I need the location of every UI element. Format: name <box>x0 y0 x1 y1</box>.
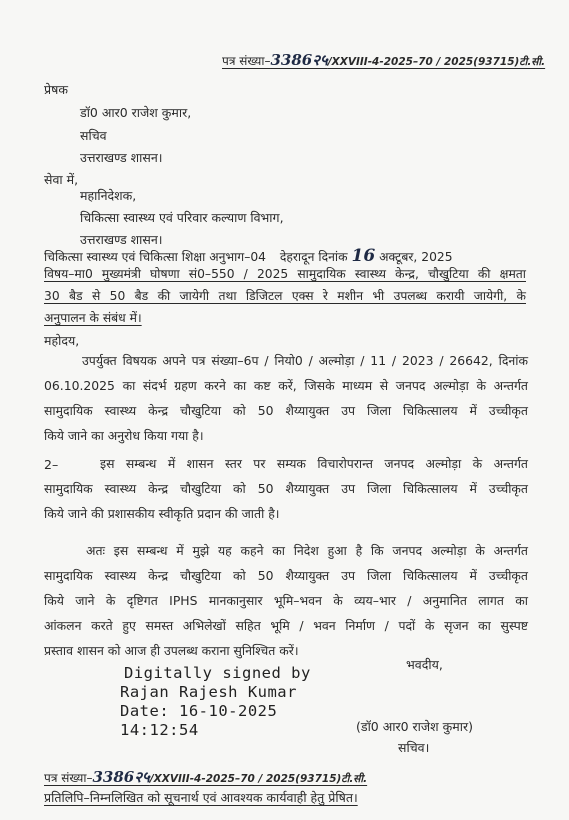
closing-yours: भवदीय, <box>406 657 443 672</box>
recipient-dept: चिकित्सा स्वास्थ्य एवं परिवार कल्याण विभाग, <box>80 210 284 225</box>
header-ref-label: पत्र संख्या– <box>222 54 271 68</box>
para3-line-1: अतः इस सम्बन्ध में मुझे यह कहने का निदेश हुआ है कि जनपद अल्मोड़ा के अन्तर्गत <box>86 543 528 558</box>
date-handwritten: 16 <box>351 246 376 266</box>
section-name: चिकित्सा स्वास्थ्य एवं चिकित्सा शिक्षा अनुभाग–04 <box>44 250 266 264</box>
closing-designation: सचिव। <box>398 740 430 755</box>
sender-label: प्रेषक <box>44 82 68 97</box>
para2-number: 2– <box>44 457 59 472</box>
footer-copy-line: प्रतिलिपि–निम्नलिखित को सूचनार्थ एवं आवश्यक कार्यवाही हेतु प्रेषित। <box>44 790 358 805</box>
dsig-line-1: Digitally signed by <box>124 664 311 682</box>
sender-govt: उत्तराखण्ड शासन। <box>80 150 163 165</box>
para1-line-1: उपर्युक्त विषयक अपने पत्र संख्या–6प / नियो0 / अल्मोड़ा / 11 / 2023 / 26642, दिनांक <box>82 353 528 368</box>
date-rest: अक्टूबर, 2025 <box>379 250 453 264</box>
closing-name: (डॉ0 आर0 राजेश कुमार) <box>356 719 473 734</box>
para2-line-3: किये जाने की प्रशासकीय स्वीकृति प्रदान की जाती है। <box>44 506 280 521</box>
recipient-label: सेवा में, <box>44 172 79 187</box>
subject-line-1: विषय–मा0 मुख्यमंत्री घोषणा सं0–550 / 2025 सामुदायिक स्वास्थ्य केन्द्र, चौखुटिया की क्षमता <box>44 267 526 281</box>
header-ref-suffix: /XXVIII-4-2025–70 / 2025(93715)टी.सी. <box>327 56 546 68</box>
para3-line-4: आंकलन करते हुए समस्त अभिलेखों सहित भूमि / भवन निर्माण / पदों के सृजन का सुस्पष्ट <box>44 618 528 633</box>
paragraph-1 <box>44 348 528 448</box>
para2-line-1: इस सम्बन्ध में शासन स्तर पर सम्यक विचारोपरान्त जनपद अल्मोड़ा के अन्तर्गत <box>100 456 528 471</box>
para2-line-2: सामुदायिक स्वास्थ्य केन्द्र चौखुटिया को 50 शैय्यायुक्त उप जिला चिकित्सालय में उच्चीकृत <box>44 481 528 496</box>
para1-line-4: किये जाने का अनुरोध किया गया है। <box>44 428 204 443</box>
para3-line-2: सामुदायिक स्वास्थ्य केन्द्र चौखुटिया को 50 शैय्यायुक्त उप जिला चिकित्सालय में उच्चीकृत <box>44 568 528 583</box>
subject-line-3: अनुपालन के संबंध में। <box>44 311 142 325</box>
salutation: महोदय, <box>44 333 80 348</box>
sender-designation: सचिव <box>80 128 107 143</box>
subject-block <box>44 263 526 329</box>
recipient-govt: उत्तराखण्ड शासन। <box>80 232 163 247</box>
footer-ref-suffix: /XXVIII-4-2025–70 / 2025(93715)टी.सी. <box>149 773 368 785</box>
para3-line-5: प्रस्ताव शासन को आज ही उपलब्ध कराना सुनिश्चित करें। <box>44 643 299 658</box>
footer-ref-handwritten: 3386२५ <box>92 768 150 786</box>
recipient-title: महानिदेशक, <box>80 188 137 203</box>
para3-line-3: किये जाने के दृष्टिगत IPHS मानकानुसार भूमि–भवन के व्यय–भार / अनुमानित लागत का <box>44 593 528 608</box>
sender-name: डॉ0 आर0 राजेश कुमार, <box>80 105 192 120</box>
para1-line-3: सामुदायिक स्वास्थ्य केन्द्र चौखुटिया को 50 शैय्यायुक्त उप जिला चिकित्सालय में उच्चीकृत <box>44 403 528 418</box>
paragraph-2 <box>44 451 528 526</box>
paragraph-3 <box>44 538 528 663</box>
subject-line-2: 30 बैड से 50 बैड की जायेगी तथा डिजिटल एक्स रे मशीन भी उपलब्ध करायी जायेगी, के <box>44 289 526 303</box>
dsig-line-2: Rajan Rajesh Kumar <box>120 683 297 701</box>
header-ref-handwritten: 3386२५ <box>270 51 328 69</box>
digital-signature <box>120 664 311 740</box>
footer-reference <box>44 769 367 786</box>
dsig-line-3: Date: 16-10-2025 <box>120 702 278 720</box>
para1-line-2: 06.10.2025 का संदर्भ ग्रहण करने का कष्ट करें, जिसके माध्यम से जनपद अल्मोड़ा के अन्तर्गत <box>44 378 528 393</box>
header-reference <box>222 52 545 69</box>
dsig-line-4: 14:12:54 <box>120 721 199 739</box>
place-date-label: देहरादून दिनांक <box>279 250 348 264</box>
footer-ref-label: पत्र संख्या– <box>44 771 93 785</box>
